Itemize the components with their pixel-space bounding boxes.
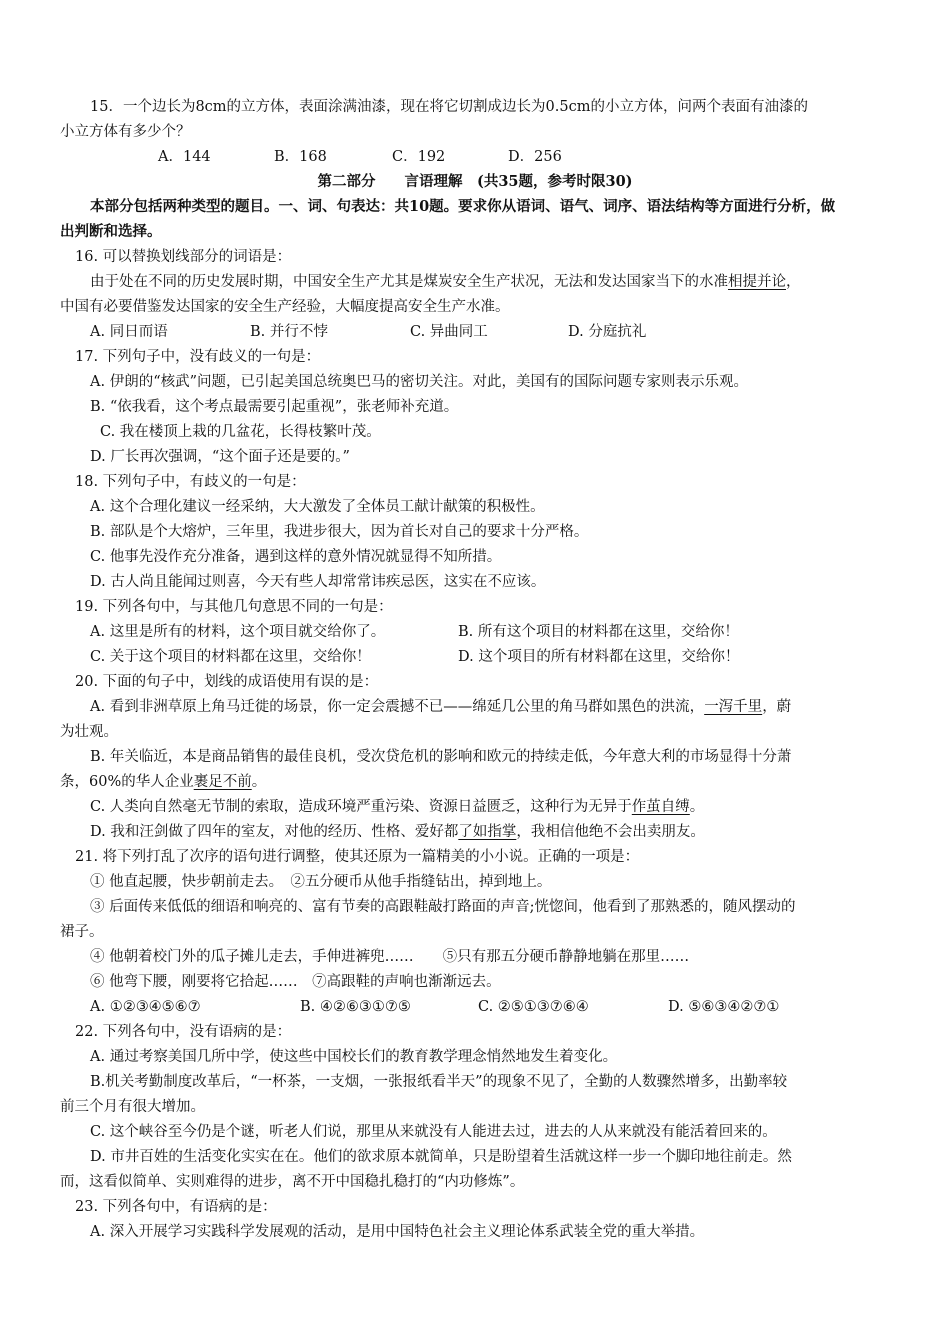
q16-stem: 16. 可以替换划线部分的词语是：	[75, 249, 292, 265]
q22-option-b-line2: 前三个月有很大增加。	[60, 1099, 205, 1115]
q20-c-text-end: 。	[689, 799, 705, 815]
q20-option-d	[90, 822, 705, 842]
q22-option-a: A. 通过考察美国几所中学，使这些中国校长们的教育教学理念悄然地发生着变化。	[90, 1049, 618, 1065]
q15-option-d: D．256	[508, 149, 562, 165]
section-title: 第二部分 言语理解 (共35题，参考时限30)	[317, 173, 633, 190]
q22-stem: 22. 下列各句中，没有语病的是：	[75, 1024, 292, 1040]
q22-option-d-line1: D. 市井百姓的生活变化实实在在。他们的欲求原本就简单，只是盼望着生活就这样一步一个脚印地往前走。然	[90, 1149, 792, 1165]
q21-option-b: B. ④②⑥③①⑦⑤	[300, 999, 411, 1015]
q19-option-b: B. 所有这个项目的材料都在这里，交给你！	[458, 624, 739, 640]
q20-c-underlined-idiom: 作茧自缚	[631, 799, 690, 815]
q18-option-c: C. 他事先没作充分准备，遇到这样的意外情况就显得不知所措。	[90, 549, 502, 565]
q18-stem: 18. 下列句子中，有歧义的一句是：	[75, 474, 306, 490]
q20-b-underlined-idiom: 裹足不前	[193, 774, 252, 790]
q21-stem: 21. 将下列打乱了次序的语句进行调整，使其还原为一篇精美的小小说。正确的一项是：	[75, 849, 640, 865]
q15-option-c: C．192	[392, 149, 446, 165]
q15-line2: 小立方体有多少个？	[60, 124, 191, 140]
q21-sentences-1-2: ① 他直起腰，快步朝前走去。 ②五分硬币从他手指缝钻出，掉到地上。	[90, 874, 552, 890]
q21-sentence-3-line1: ③ 后面传来低低的细语和响亮的、富有节奏的高跟鞋敲打路面的声音;恍惚间，他看到了那熟悉的，随风摆动的	[90, 899, 796, 915]
q20-option-a-line2: 为壮观。	[60, 724, 118, 740]
q20-b-text: 条，60%的华人企业	[60, 774, 194, 790]
q20-option-c	[90, 797, 704, 817]
q19-option-c: C. 关于这个项目的材料都在这里，交给你！	[90, 649, 371, 665]
q20-option-b-line1: B. 年关临近，本是商品销售的最佳良机，受次贷危机的影响和欧元的持续走低，今年意大利的市场显得十分萧	[90, 749, 792, 765]
q21-sentence-3-line2: 裙子。	[60, 924, 104, 940]
q20-a-text: A. 看到非洲草原上角马迁徙的场景，你一定会震撼不已——绵延几公里的角马群如黑色的洪流，	[90, 699, 705, 715]
q20-option-b-line2	[60, 772, 266, 792]
q16-option-b: B. 并行不悖	[250, 324, 328, 340]
q20-option-a-line1	[90, 697, 791, 717]
q16-option-d: D. 分庭抗礼	[568, 324, 647, 340]
q16-passage-text: 由于处在不同的历史发展时期，中国安全生产尤其是煤炭安全生产状况，无法和发达国家当下的水准	[90, 274, 728, 290]
q20-d-text: D. 我和汪剑做了四年的室友，对他的经历、性格、爱好都	[90, 824, 459, 840]
q20-c-text: C. 人类向自然毫无节制的索取，造成环境严重污染、资源日益匮乏，这种行为无异于	[90, 799, 632, 815]
q16-underlined-phrase: 相提并论	[728, 274, 786, 290]
q17-stem: 17. 下列句子中，没有歧义的一句是：	[75, 349, 321, 365]
q20-a-text-end: ，蔚	[762, 699, 792, 715]
q23-stem: 23. 下列各句中，有语病的是：	[75, 1199, 277, 1215]
q21-sentences-4-5: ④ 他朝着校门外的瓜子摊儿走去，手伸进裤兜…… ⑤只有那五分硬币静静地躺在那里……	[90, 949, 690, 965]
q17-option-b: B. “依我看，这个考点最需要引起重视”，张老师补充道。	[90, 399, 459, 415]
q19-option-a: A. 这里是所有的材料，这个项目就交给你了。	[90, 624, 386, 640]
q20-d-text-end: ，我相信他绝不会出卖朋友。	[516, 824, 705, 840]
q18-option-d: D. 古人尚且能闻过则喜，今天有些人却常常讳疾忌医，这实在不应该。	[90, 574, 546, 590]
q15-option-a: A．144	[158, 149, 211, 165]
q22-option-b-line1: B.机关考勤制度改革后，“一杯茶，一支烟，一张报纸看半天”的现象不见了，全勤的人数骤然增多，出勤率较	[90, 1074, 788, 1090]
q16-passage-line1	[90, 272, 801, 292]
q16-option-a: A. 同日而语	[90, 324, 168, 340]
q21-sentences-6-7: ⑥ 他弯下腰，刚要将它拾起…… ⑦高跟鞋的声响也渐渐远去。	[90, 974, 501, 990]
q21-option-a: A. ①②③④⑤⑥⑦	[90, 999, 201, 1015]
q22-option-c: C. 这个峡谷至今仍是个谜，听老人们说，那里从来就没有人能进去过，进去的人从来就没有能活着回来的。	[90, 1124, 777, 1140]
q16-passage-line2: 中国有必要借鉴发达国家的安全生产经验，大幅度提高安全生产水准。	[60, 299, 510, 315]
q17-option-c: C. 我在楼顶上栽的几盆花，长得枝繁叶茂。	[100, 424, 381, 440]
q16-passage-text-end: ，	[786, 274, 801, 290]
section-intro-line2: 出判断和选择。	[60, 223, 162, 240]
q15-option-b: B．168	[274, 149, 327, 165]
q22-option-d-line2: 而，这看似简单、实则难得的进步，离不开中国稳扎稳打的“内功修炼”。	[60, 1174, 525, 1190]
q15-line1: 15．一个边长为8cm的立方体，表面涂满油漆，现在将它切割成边长为0.5cm的小立方体，问两个表面有油漆的	[90, 99, 808, 115]
q18-option-a: A. 这个合理化建议一经采纳，大大激发了全体员工献计献策的积极性。	[90, 499, 545, 515]
q19-option-d: D. 这个项目的所有材料都在这里，交给你！	[458, 649, 740, 665]
q21-option-c: C. ②⑤①③⑦⑥④	[478, 999, 589, 1015]
q20-b-text-end: 。	[251, 774, 267, 790]
section-intro-line1: 本部分包括两种类型的题目。一、词、句表达：共10题。要求你从语词、语气、词序、语法结构等方面进行分析，做	[90, 198, 836, 215]
q20-d-underlined-idiom: 了如指掌	[458, 824, 517, 840]
q20-a-underlined-idiom: 一泻千里	[704, 699, 763, 715]
q21-option-d: D. ⑤⑥③④②⑦①	[668, 999, 780, 1015]
q20-stem: 20. 下面的句子中，划线的成语使用有误的是：	[75, 674, 379, 690]
q23-option-a: A. 深入开展学习实践科学发展观的活动，是用中国特色社会主义理论体系武装全党的重大举措。	[90, 1224, 705, 1240]
q16-option-c: C. 异曲同工	[410, 324, 488, 340]
q17-option-a: A. 伊朗的“核武”问题，已引起美国总统奥巴马的密切关注。对此，美国有的国际问题专家则表示乐观。	[90, 374, 749, 390]
q18-option-b: B. 部队是个大熔炉，三年里，我进步很大，因为首长对自己的要求十分严格。	[90, 524, 589, 540]
q19-stem: 19. 下列各句中，与其他几句意思不同的一句是：	[75, 599, 393, 615]
q17-option-d: D. 厂长再次强调，“这个面子还是要的。”	[90, 449, 350, 465]
